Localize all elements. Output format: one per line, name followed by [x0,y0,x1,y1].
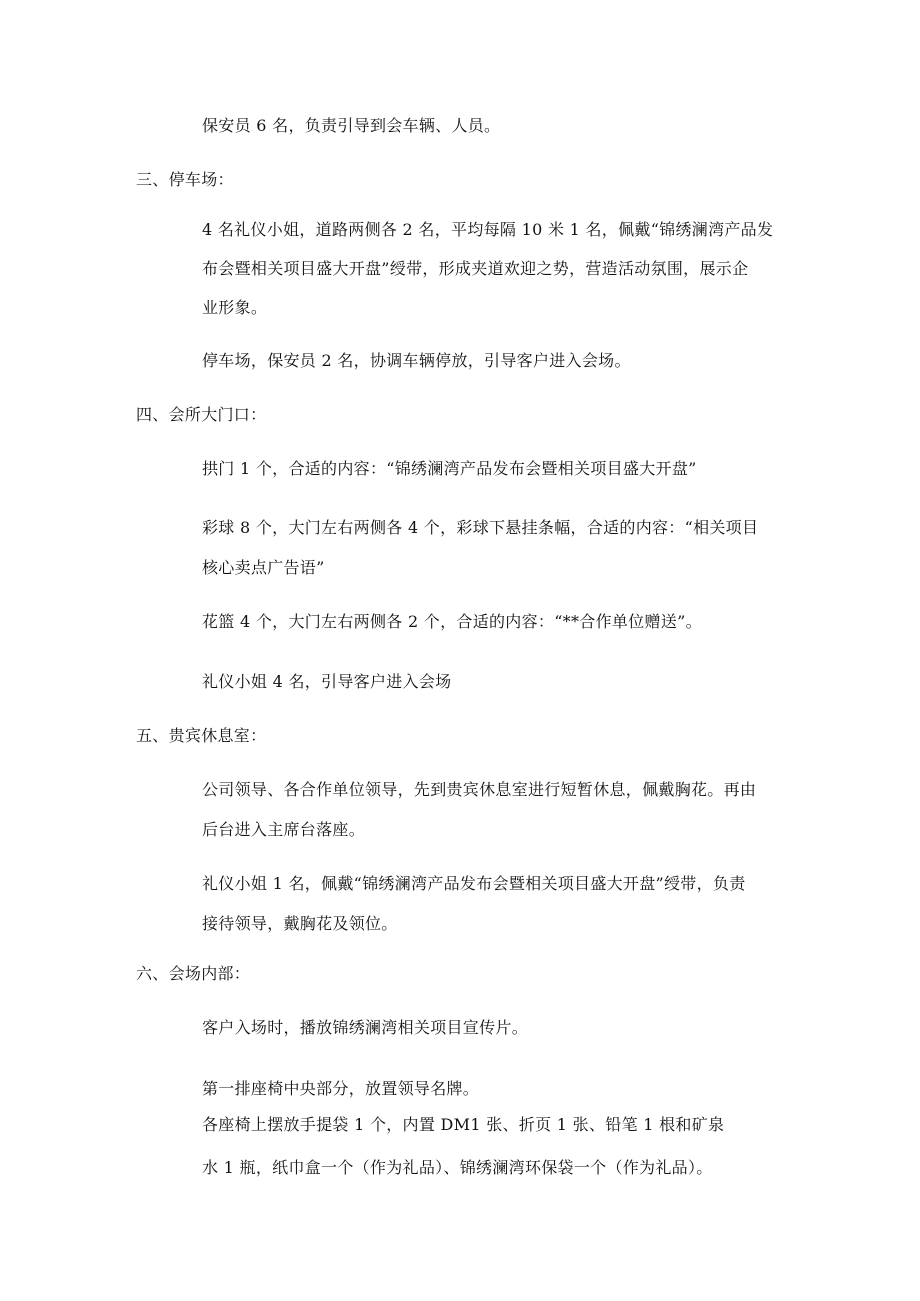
paragraph-line: 4 名礼仪小姐，道路两侧各 2 名，平均每隔 10 米 1 名，佩戴“锦绣澜湾产品发 [202,220,774,239]
paragraph-line: 花篮 4 个，大门左右两侧各 2 个，合适的内容：“**合作单位赠送”。 [202,612,702,631]
paragraph-line: 保安员 6 名，负责引导到会车辆、人员。 [202,116,501,135]
section-heading: 五、贵宾休息室： [136,726,267,745]
paragraph-line: 礼仪小姐 1 名，佩戴“锦绣澜湾产品发布会暨相关项目盛大开盘”绶带，负责 [202,874,746,893]
paragraph-line: 停车场，保安员 2 名，协调车辆停放，引导客户进入会场。 [202,351,631,370]
paragraph-line: 水 1 瓶，纸巾盒一个（作为礼品）、锦绣澜湾环保袋一个（作为礼品）。 [202,1158,713,1177]
paragraph-line: 接待领导，戴胸花及领位。 [202,914,398,933]
paragraph-line: 第一排座椅中央部分，放置领导名牌。 [202,1079,480,1098]
section-heading: 四、会所大门口： [136,405,267,424]
paragraph-line: 礼仪小姐 4 名，引导客户进入会场 [202,672,452,691]
paragraph-line: 公司领导、各合作单位领导，先到贵宾休息室进行短暂休息，佩戴胸花。再由 [202,780,757,799]
paragraph-line: 业形象。 [202,298,268,317]
section-heading: 六、会场内部： [136,964,251,983]
paragraph-line: 拱门 1 个，合适的内容：“锦绣澜湾产品发布会暨相关项目盛大开盘” [202,459,697,478]
paragraph-line: 核心卖点广告语” [202,558,325,577]
paragraph-line: 后台进入主席台落座。 [202,820,366,839]
paragraph-line: 客户入场时，播放锦绣澜湾相关项目宣传片。 [202,1018,529,1037]
paragraph-line: 布会暨相关项目盛大开盘”绶带，形成夹道欢迎之势，营造活动氛围，展示企 [202,259,749,278]
paragraph-line: 彩球 8 个，大门左右两侧各 4 个，彩球下悬挂条幅，合适的内容：“相关项目 [202,518,759,537]
section-heading: 三、停车场： [136,170,234,189]
paragraph-line: 各座椅上摆放手提袋 1 个，内置 DM1 张、折页 1 张、铅笔 1 根和矿泉 [202,1115,725,1134]
